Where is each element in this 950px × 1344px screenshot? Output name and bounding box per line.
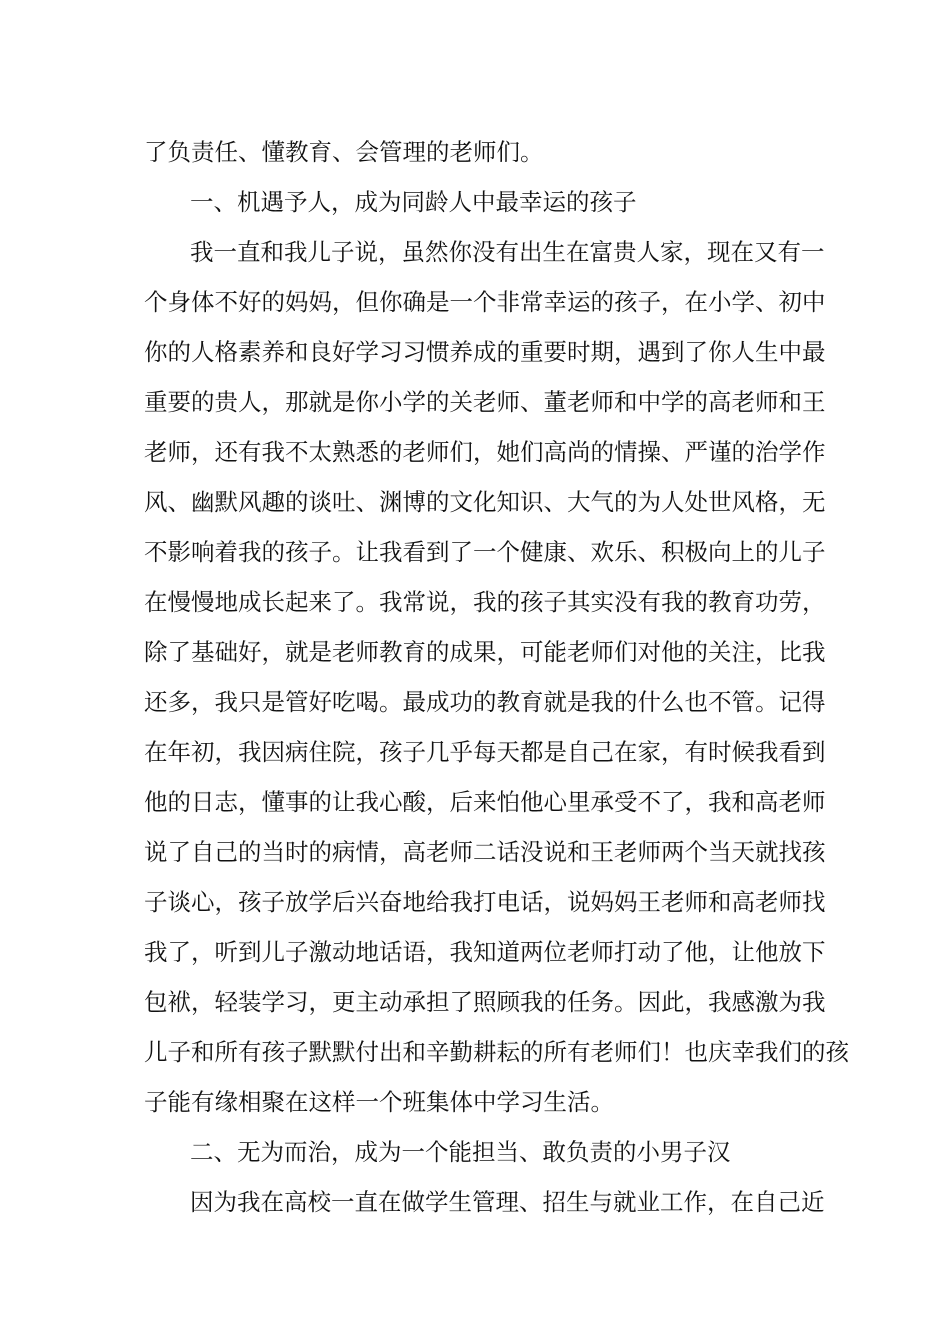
text-line: 我一直和我儿子说，虽然你没有出生在富贵人家，现在又有一 xyxy=(190,238,825,266)
text-line: 了负责任、懂教育、会管理的老师们。 xyxy=(144,138,544,166)
text-line: 风、幽默风趣的谈吐、渊博的文化知识、大气的为人处世风格，无 xyxy=(144,488,826,516)
text-line: 子谈心，孩子放学后兴奋地给我打电话，说妈妈王老师和高老师找 xyxy=(144,888,826,916)
text-line: 因为我在高校一直在做学生管理、招生与就业工作，在自己近 xyxy=(190,1188,825,1216)
text-line: 你的人格素养和良好学习习惯养成的重要时期，遇到了你人生中最 xyxy=(144,338,826,366)
text-line: 我了，听到儿子激动地话语，我知道两位老师打动了他，让他放下 xyxy=(144,938,826,966)
text-line: 还多，我只是管好吃喝。最成功的教育就是我的什么也不管。记得 xyxy=(144,688,826,716)
section-heading: 二、无为而治，成为一个能担当、敢负责的小男子汉 xyxy=(190,1138,731,1166)
text-line: 不影响着我的孩子。让我看到了一个健康、欢乐、积极向上的儿子 xyxy=(144,538,826,566)
text-line: 老师，还有我不太熟悉的老师们，她们高尚的情操、严谨的治学作 xyxy=(144,438,826,466)
text-line: 重要的贵人，那就是你小学的关老师、董老师和中学的高老师和王 xyxy=(144,388,826,416)
text-line: 在慢慢地成长起来了。我常说，我的孩子其实没有我的教育功劳， xyxy=(144,588,826,616)
text-line: 个身体不好的妈妈，但你确是一个非常幸运的孩子，在小学、初中 xyxy=(144,288,826,316)
text-line: 包袱，轻装学习，更主动承担了照顾我的任务。因此，我感激为我 xyxy=(144,988,826,1016)
text-line: 除了基础好，就是老师教育的成果，可能老师们对他的关注，比我 xyxy=(144,638,826,666)
text-line: 他的日志，懂事的让我心酸，后来怕他心里承受不了，我和高老师 xyxy=(144,788,826,816)
text-line: 说了自己的当时的病情，高老师二话没说和王老师两个当天就找孩 xyxy=(144,838,826,866)
text-line: 在年初，我因病住院，孩子几乎每天都是自己在家，有时候我看到 xyxy=(144,738,826,766)
text-line: 儿子和所有孩子默默付出和辛勤耕耘的所有老师们！也庆幸我们的孩 xyxy=(144,1038,849,1066)
section-heading: 一、机遇予人，成为同龄人中最幸运的孩子 xyxy=(190,188,637,216)
text-line: 子能有缘相聚在这样一个班集体中学习生活。 xyxy=(144,1088,614,1116)
